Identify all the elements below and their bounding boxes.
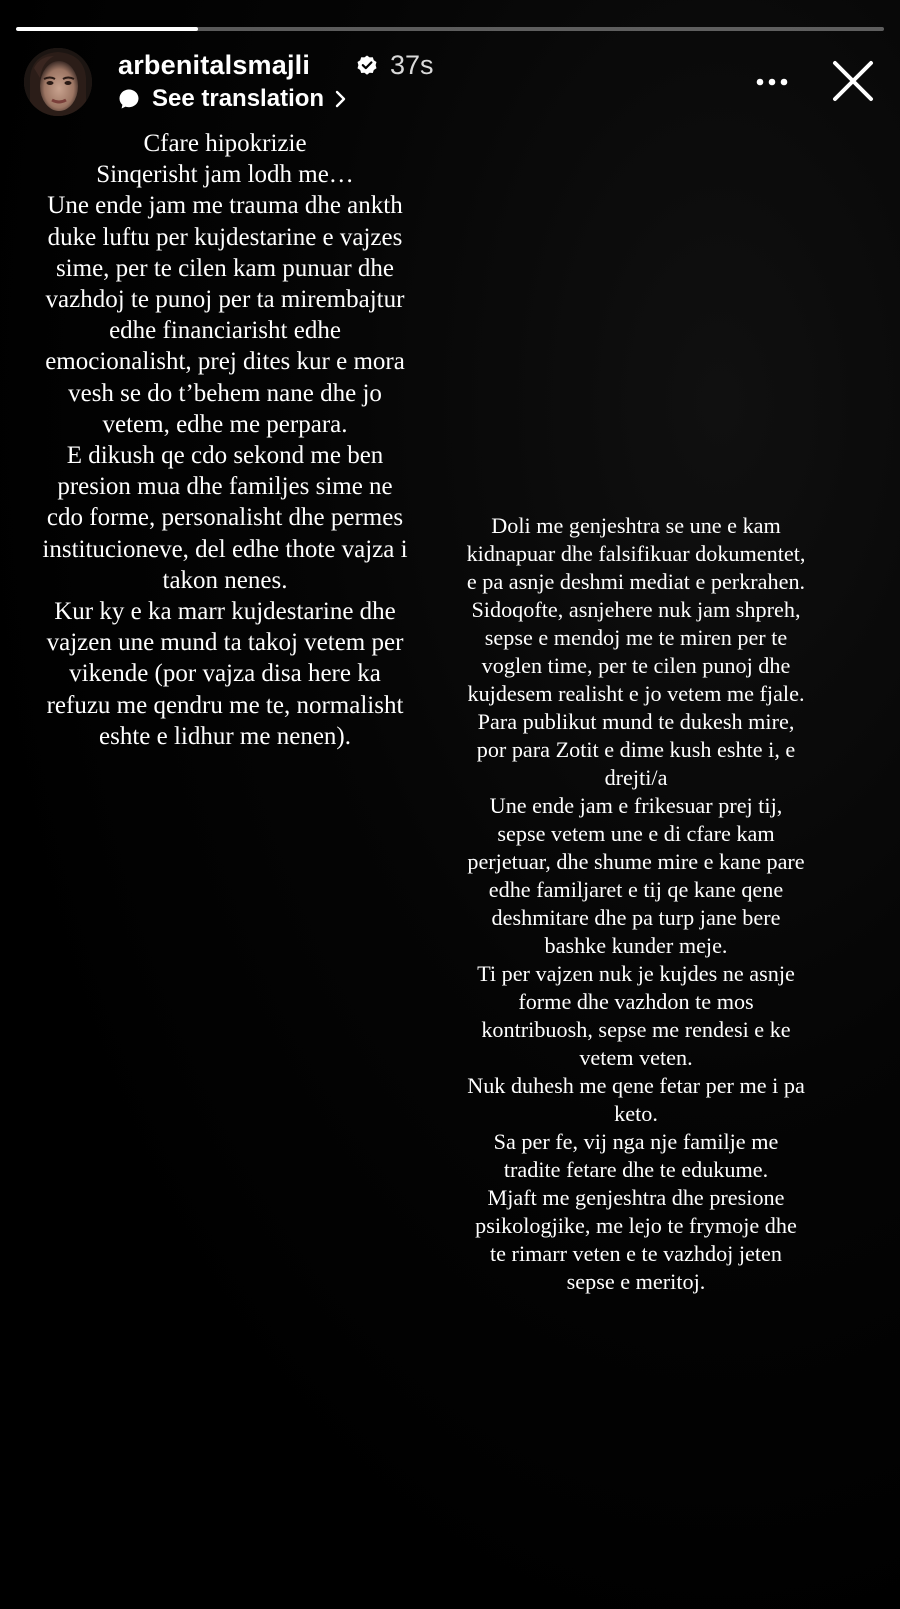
story-progress-bar: [16, 27, 884, 31]
avatar-image: [24, 48, 92, 116]
story-header: [24, 48, 876, 118]
chevron-right-icon: [334, 90, 348, 108]
story-progress-fill: [16, 27, 198, 31]
see-translation-button[interactable]: [118, 84, 348, 114]
avatar[interactable]: [24, 48, 92, 116]
story-text-right: Doli me genjeshtra se une e kam kidnapuar dhe falsifikuar dokumentet, e pa asnje deshmi mediat e perkrahen. Sidoqofte, asnjehere nuk jam shpreh, sepse e mendoj me te miren per te voglen time, per te cilen punoj dhe kujdesem realisht e jo vetem me fjale. Para publikut mund te dukesh mire, por para Zotit e dime kush eshte i, e drejti/a Une ende jam e frikesuar prej tij, sepse vetem une e di cfare kam perjetuar, dhe shume mire e kane pare edhe familjaret e tij qe kane qene deshmitare dhe pa turp jane bere bashke kunder meje. Ti per vajzen nuk je kujdes ne asnje forme dhe vazhdon te mos kontribuosh, sepse me rendesi e ke vetem veten. Nuk duhesh me qene fetar per me i pa keto. Sa per fe, vij nga nje familje me tradite fetare dhe te edukume. Mjaft me genjeshtra dhe presione psikologjike, me lejo te frymoje dhe te rimarr veten e te vazhdoj jeten sepse e meritoj.: [466, 513, 806, 1294]
story-text-left: Cfare hipokrizie Sinqerisht jam lodh me… Une ende jam me trauma dhe ankth duke luftu per kujdestarine e vajzes sime, per te cilen kam punuar dhe vazhdoj te punoj per ta mirembajtur edhe financiarisht edhe emocionalisht, prej dites kur e mora vesh se do t’behem nane dhe jo vetem, edhe me perpara. E dikush qe cdo sekond me ben presion mua dhe familjes sime ne cdo forme, personalisht dhe permes institucioneve, del edhe thote vajza i takon nenes. Kur ky e ka marr kujdestarine dhe vajzen une mund ta takoj vetem per vikende (por vajza disa here ka refuzu me qendru me te, normalisht eshte e lidhur me nenen).: [42, 130, 408, 750]
close-icon[interactable]: [830, 58, 876, 104]
more-horizontal-icon[interactable]: [752, 62, 792, 102]
speech-bubble-icon: [118, 88, 140, 110]
username-link[interactable]: arbenitalsmajli: [118, 50, 311, 80]
post-timestamp: 37s: [390, 50, 434, 80]
verified-badge-icon: [355, 54, 379, 78]
see-translation-label: See translation: [152, 85, 325, 112]
